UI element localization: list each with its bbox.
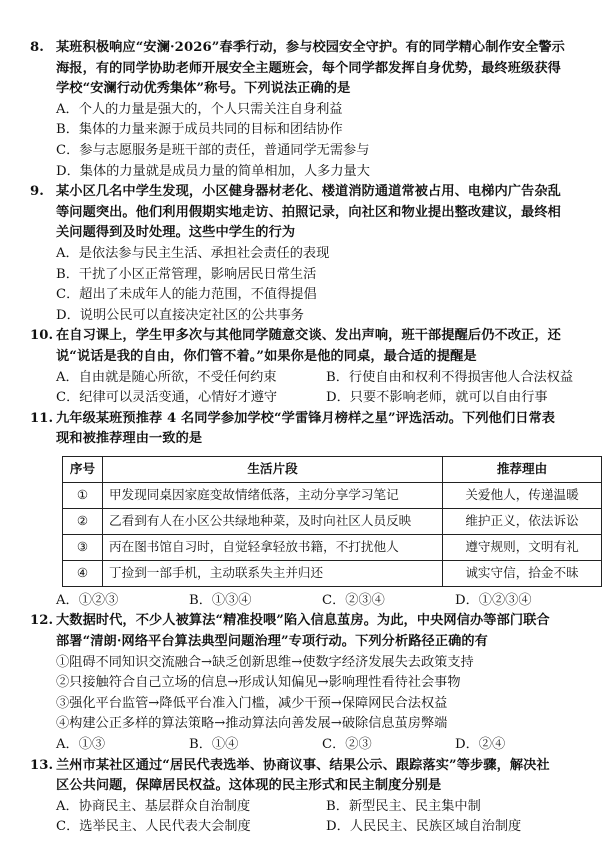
question-number: 12. bbox=[30, 613, 54, 629]
option-c: C．选举民主、人民代表大会制度 bbox=[56, 819, 251, 835]
question-stem-line: 某小区几名中学生发现，小区健身器材老化、楼道消防通道常被占用、电梯内广告杂乱 bbox=[56, 184, 561, 200]
option-row bbox=[30, 368, 591, 389]
question-stem-line: 说“说话是我的自由，你们管不着。”如果你是他的同桌，最合适的提醒是 bbox=[56, 348, 477, 364]
option-c: C．超出了未成年人的能力范围，不值得提倡 bbox=[56, 287, 317, 303]
option-row bbox=[30, 797, 591, 818]
option-row bbox=[30, 591, 591, 612]
option-d: D．②④ bbox=[455, 737, 506, 753]
question-stem-line: 学校“安澜行动优秀集体”称号。下列说法正确的是 bbox=[56, 81, 351, 97]
option-row bbox=[30, 817, 591, 838]
question-9 bbox=[30, 182, 591, 326]
table-header-number: 序号 bbox=[63, 456, 103, 482]
table-cell-life: 丙在图书馆自习时，自觉轻拿轻放书籍，不打扰他人 bbox=[103, 534, 443, 560]
table-cell-reason: 关爱他人，传递温暖 bbox=[443, 482, 602, 508]
question-number: 9. bbox=[30, 184, 44, 200]
option-b: B．①③④ bbox=[189, 592, 252, 608]
question-stem-line: 海报，有的同学协助老师开展安全主题班会，每个同学都发挥自身优势，最终班级获得 bbox=[56, 60, 561, 76]
question-number: 13. bbox=[30, 757, 54, 773]
question-stem-line: 部署“清朗·网络平台算法典型问题治理”专项行动。下列分析路径正确的有 bbox=[56, 634, 488, 650]
question-stem-line: 九年级某班预推荐 4 名同学参加学校“学雷锋月榜样之星”评选活动。下列他们日常表 bbox=[56, 410, 556, 426]
option-a: A．①③ bbox=[56, 737, 106, 753]
option-a: A．协商民主、基层群众自治制度 bbox=[56, 798, 251, 814]
option-a: A．自由就是随心所欲，不受任何约束 bbox=[56, 369, 277, 385]
option-c: C．参与志愿服务是班干部的责任，普通同学无需参与 bbox=[56, 142, 370, 158]
question-stem-line: 关问题得到及时处理。这些中学生的行为 bbox=[56, 225, 296, 241]
question-13 bbox=[30, 756, 591, 838]
table-row bbox=[63, 508, 602, 534]
table-row bbox=[63, 560, 602, 586]
table-cell-number: ② bbox=[63, 508, 103, 534]
question-number: 8. bbox=[30, 40, 44, 55]
option-d: D．集体的力量就是成员力量的简单相加，人多力量大 bbox=[56, 163, 370, 179]
statement-3: ③强化平台监管→降低平台准入门槛，减少干预→保障网民合法权益 bbox=[56, 695, 448, 711]
question-stem-line: 在自习课上，学生甲多次与其他同学随意交谈、发出声响，班干部提醒后仍不改正，还 bbox=[56, 328, 561, 344]
option-b: B．行使自由和权利不得损害他人合法权益 bbox=[326, 369, 574, 385]
table-header-row bbox=[63, 456, 602, 482]
question-11-table bbox=[62, 456, 602, 587]
question-10 bbox=[30, 326, 591, 408]
question-stem-line: 兰州市某社区通过“居民代表选举、协商议事、结果公示、跟踪落实”等步骤，解决社 bbox=[56, 757, 550, 773]
question-8 bbox=[30, 38, 591, 182]
option-c: C．②③④ bbox=[322, 592, 385, 608]
option-row bbox=[30, 735, 591, 756]
option-b: B．①④ bbox=[189, 737, 239, 753]
statement-2: ②只接触符合自己立场的信息→形成认知偏见→影响理性看待社会事物 bbox=[56, 675, 461, 691]
table-row bbox=[63, 534, 602, 560]
question-number: 11. bbox=[30, 410, 54, 426]
table-header-reason: 推荐理由 bbox=[443, 456, 602, 482]
option-d: D．只要不影响老师，就可以自由行事 bbox=[326, 390, 548, 406]
question-stem-line: 等问题突出。他们利用假期实地走访、拍照记录，向社区和物业提出整改建议，最终相 bbox=[56, 204, 561, 220]
question-11 bbox=[30, 409, 591, 612]
table-cell-reason: 维护正义，依法诉讼 bbox=[443, 508, 602, 534]
option-c: C．纪律可以灵活变通，心情好才遵守 bbox=[56, 390, 278, 406]
table-cell-reason: 遵守规则，文明有礼 bbox=[443, 534, 602, 560]
question-stem-line: 某班积极响应“安澜·2026”春季行动，参与校园安全守护。有的同学精心制作安全警示 bbox=[56, 40, 565, 55]
option-d: D．①②③④ bbox=[455, 592, 532, 608]
option-d: D．人民民主、民族区域自治制度 bbox=[326, 819, 522, 835]
table-cell-life: 甲发现同桌因家庭变故情绪低落，主动分享学习笔记 bbox=[103, 482, 443, 508]
option-b: B．干扰了小区正常管理，影响居民日常生活 bbox=[56, 266, 317, 282]
table-cell-number: ③ bbox=[63, 534, 103, 560]
question-stem-line: 大数据时代，不少人被算法“精准投喂”陷入信息茧房。为此，中央网信办等部门联合 bbox=[56, 613, 550, 629]
question-stem-line: 现和被推荐理由一致的是 bbox=[56, 431, 203, 447]
option-a: A．①②③ bbox=[56, 592, 119, 608]
option-a: A．是依法参与民主生活、承担社会责任的表现 bbox=[56, 245, 330, 261]
table-cell-life: 乙看到有人在小区公共绿地种菜，及时向社区人员反映 bbox=[103, 508, 443, 534]
question-12 bbox=[30, 611, 591, 755]
table-header-life: 生活片段 bbox=[103, 456, 443, 482]
table-cell-number: ④ bbox=[63, 560, 103, 586]
option-b: B．集体的力量来源于成员共同的目标和团结协作 bbox=[56, 122, 343, 138]
table-cell-number: ① bbox=[63, 482, 103, 508]
statement-4: ④构建公正多样的算法策略→推动算法向善发展→破除信息茧房弊端 bbox=[56, 716, 448, 732]
option-c: C．②③ bbox=[322, 737, 372, 753]
table-row bbox=[63, 482, 602, 508]
option-d: D．说明公民可以直接决定社区的公共事务 bbox=[56, 307, 304, 323]
option-b: B．新型民主、民主集中制 bbox=[326, 798, 481, 814]
question-number: 10. bbox=[30, 328, 54, 344]
statement-1: ①阻碍不同知识交流融合→缺乏创新思维→使数字经济发展失去政策支持 bbox=[56, 654, 474, 670]
table-cell-reason: 诚实守信，拾金不昧 bbox=[443, 560, 602, 586]
question-stem-line: 区公共问题，保障居民权益。这体现的民主形式和民主制度分别是 bbox=[56, 778, 442, 794]
option-row bbox=[30, 388, 591, 409]
table-cell-life: 丁捡到一部手机，主动联系失主并归还 bbox=[103, 560, 443, 586]
option-a: A．个人的力量是强大的，个人只需关注自身利益 bbox=[56, 101, 343, 117]
